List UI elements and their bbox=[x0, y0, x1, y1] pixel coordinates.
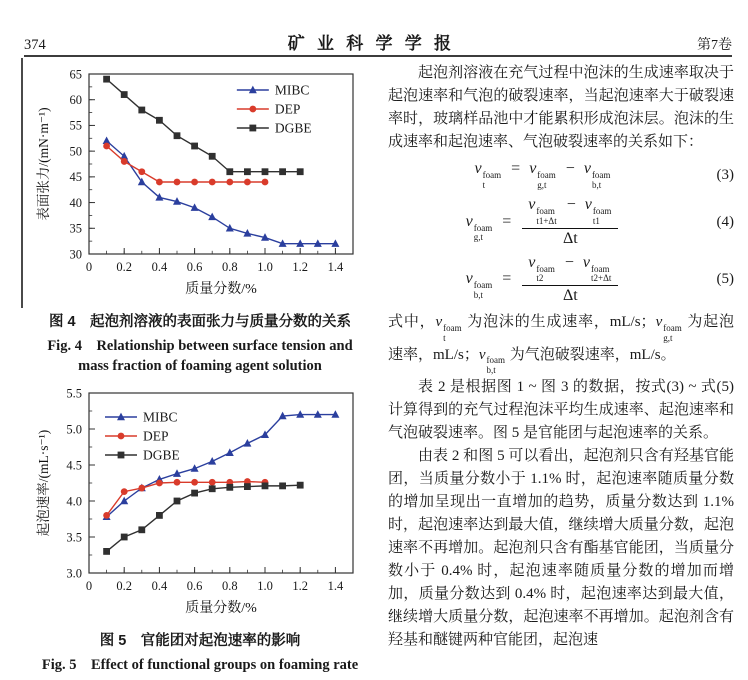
equation-5-body: v foam b,t = v foam t2 − v foam t2+Δt Δt bbox=[388, 254, 698, 305]
fraction bbox=[522, 254, 618, 305]
svg-text:0.2: 0.2 bbox=[116, 579, 133, 593]
svg-text:0.4: 0.4 bbox=[151, 260, 168, 274]
svg-text:45: 45 bbox=[69, 170, 82, 185]
equation-3 bbox=[388, 160, 734, 190]
math-term: v foam t2+Δt bbox=[582, 253, 612, 284]
math-term: v foam t bbox=[435, 314, 462, 343]
figure5-caption-en: Fig. 5 Effect of functional groups on foaming rate bbox=[41, 657, 359, 673]
equation-5 bbox=[388, 254, 734, 305]
fraction-numerator: v foam t2 − v foam t2+Δt bbox=[522, 254, 618, 286]
svg-text:40: 40 bbox=[69, 195, 82, 210]
fraction-denominator: Δt bbox=[562, 229, 578, 247]
figure-4 bbox=[24, 62, 376, 375]
header-rule bbox=[24, 55, 732, 57]
figure5-caption-cn: 图 5 官能团对起泡速率的影响 bbox=[99, 633, 301, 649]
svg-text:1.2: 1.2 bbox=[292, 260, 309, 274]
svg-text:5.0: 5.0 bbox=[66, 422, 82, 437]
figure4-caption-en-line2: mass fraction of foaming agent solution bbox=[78, 358, 322, 374]
svg-text:0.2: 0.2 bbox=[116, 260, 133, 274]
svg-text:4.0: 4.0 bbox=[66, 494, 82, 509]
where-mid1: 为泡沫的生成速率，mL/s； bbox=[462, 314, 656, 331]
left-column bbox=[24, 62, 376, 680]
where-intro: 式中， bbox=[388, 314, 436, 331]
svg-text:0.6: 0.6 bbox=[186, 579, 203, 593]
svg-text:起泡速率/(mL·s⁻¹): 起泡速率/(mL·s⁻¹) bbox=[36, 429, 51, 537]
equation-4 bbox=[388, 196, 734, 247]
equation-4-number: (4) bbox=[716, 213, 734, 230]
math-term: v foam t2 bbox=[528, 253, 555, 284]
volume-label: 第7卷 bbox=[697, 38, 732, 53]
figure4-caption-cn: 图 4 起泡剂溶液的表面张力与质量分数的关系 bbox=[48, 314, 352, 330]
paragraph-analysis: 由表 2 和图 5 可以看出，起泡剂只含有羟基官能团，当质量分数小于 1.1% 时，起泡速率随质量分数的增加呈现出一直增加的趋势，质量分数达到 1.1% 时，起泡速率达到最大值，继续增大质量分数，起泡速率不再增加。起泡剂只含有酯基官能团，当质量分数小于 0.4% 时，起泡速率随质量分数的增加而增加，质量分数达到 0.4% 时，起泡速率达到最大值，继续增大质量分数，起泡速率不再增加。起泡剂含有羟基和醚键两种官能团，起泡速 bbox=[388, 447, 734, 648]
svg-text:1.0: 1.0 bbox=[257, 579, 273, 593]
svg-text:0.6: 0.6 bbox=[186, 260, 203, 274]
equation-3-body: v foam t = v foam g,t − v foam b,t bbox=[474, 160, 611, 190]
svg-text:DGBE: DGBE bbox=[143, 447, 180, 463]
svg-text:1.4: 1.4 bbox=[327, 260, 344, 274]
fraction bbox=[522, 196, 618, 247]
svg-text:MIBC: MIBC bbox=[274, 82, 310, 98]
svg-text:质量分数/%: 质量分数/% bbox=[185, 601, 257, 616]
svg-text:0.8: 0.8 bbox=[221, 579, 238, 593]
svg-text:DEP: DEP bbox=[143, 428, 169, 444]
svg-text:0.8: 0.8 bbox=[221, 260, 238, 274]
where-end: 为气泡破裂速率，mL/s。 bbox=[506, 346, 676, 363]
svg-text:0.4: 0.4 bbox=[151, 579, 168, 593]
svg-text:DEP: DEP bbox=[274, 101, 301, 117]
svg-text:60: 60 bbox=[69, 93, 82, 108]
scan-artifact-line bbox=[21, 58, 23, 308]
math-term: v foam t1+Δt bbox=[528, 196, 557, 227]
svg-text:0: 0 bbox=[85, 260, 93, 274]
equations-block bbox=[388, 160, 734, 305]
svg-text:MIBC: MIBC bbox=[143, 409, 178, 425]
math-term: v foam b,t bbox=[465, 270, 493, 300]
svg-text:0: 0 bbox=[85, 579, 93, 593]
svg-text:30: 30 bbox=[69, 247, 82, 262]
paragraph-where-clause bbox=[388, 311, 734, 376]
math-term: v foam t1 bbox=[584, 196, 612, 227]
math-term: v foam b,t bbox=[583, 160, 611, 190]
math-term: v foam g,t bbox=[465, 212, 493, 243]
page-number: 374 bbox=[24, 37, 46, 53]
math-term: v foam g,t bbox=[655, 314, 682, 343]
where-mid2: 为起泡速率，mL/s； bbox=[388, 314, 734, 363]
figure-5 bbox=[24, 381, 376, 674]
svg-text:1.2: 1.2 bbox=[292, 579, 309, 593]
figure4-line-chart bbox=[35, 62, 365, 302]
right-column bbox=[388, 62, 734, 652]
svg-text:50: 50 bbox=[69, 144, 82, 159]
fraction-denominator: Δt bbox=[562, 287, 578, 305]
svg-text:35: 35 bbox=[69, 221, 82, 236]
equation-3-number: (3) bbox=[716, 166, 734, 183]
figure5-line-chart bbox=[35, 381, 365, 621]
paragraph-foam-generation: 起泡剂溶液在充气过程中泡沫的生成速率取决于起泡速率和气泡的破裂速率，当起泡速率大于破裂速率时，玻璃样品池中才能累积形成泡沫层。泡沫的生成速率和起泡速率、气泡破裂速率的关系如下： bbox=[388, 65, 734, 150]
svg-text:1.4: 1.4 bbox=[327, 579, 344, 593]
journal-title: 矿 业 科 学 学 报 bbox=[287, 34, 455, 53]
svg-text:65: 65 bbox=[69, 67, 82, 82]
page-header bbox=[24, 28, 732, 54]
math-term: v foam g,t bbox=[529, 160, 556, 190]
paragraph-table2-reference: 表 2 是根据图 1 ~ 图 3 的数据，按式(3) ~ 式(5)计算得到的充气过程泡沫平均生成速率、起泡速率和气泡破裂速率。图 5 是官能团与起泡速率的关系。 bbox=[388, 378, 734, 441]
figure4-caption-en-line1: Fig. 4 Relationship between surface tension and bbox=[47, 338, 353, 354]
svg-text:3.5: 3.5 bbox=[66, 530, 82, 545]
svg-text:3.0: 3.0 bbox=[66, 566, 82, 581]
fraction-numerator: v foam t1+Δt − v foam t1 bbox=[522, 196, 618, 228]
math-term: v foam b,t bbox=[478, 346, 506, 376]
svg-text:DGBE: DGBE bbox=[274, 120, 312, 136]
svg-text:5.5: 5.5 bbox=[66, 386, 82, 401]
svg-text:质量分数/%: 质量分数/% bbox=[185, 282, 257, 297]
svg-text:4.5: 4.5 bbox=[66, 458, 82, 473]
svg-text:55: 55 bbox=[69, 118, 82, 133]
equation-4-body: v foam g,t = v foam t1+Δt − v foam t1 Δt bbox=[388, 196, 698, 247]
svg-text:表面张力/(mN·m⁻¹): 表面张力/(mN·m⁻¹) bbox=[36, 107, 51, 221]
equation-5-number: (5) bbox=[716, 270, 734, 287]
math-term: v foam t bbox=[474, 160, 502, 190]
svg-text:1.0: 1.0 bbox=[257, 260, 273, 274]
